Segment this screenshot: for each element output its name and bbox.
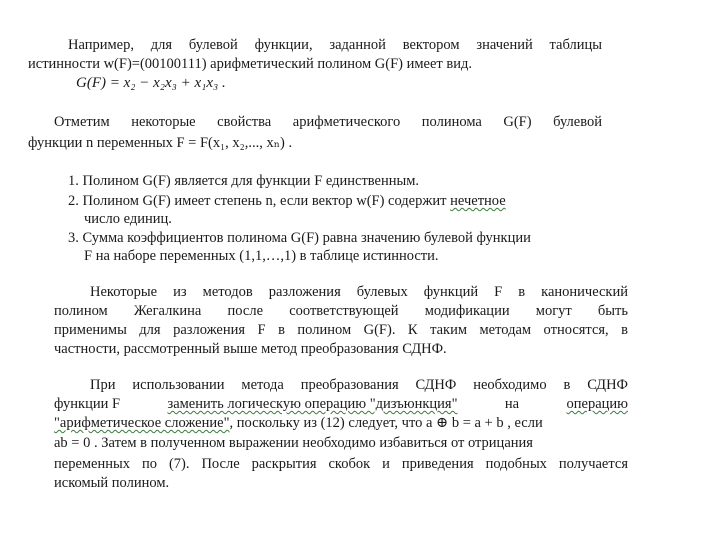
paragraph-4-line-2-mid: на xyxy=(504,396,520,412)
paragraph-4-line-6: искомый полином. xyxy=(54,475,170,491)
list-item-2 xyxy=(68,192,506,210)
spellcheck-word-operation: операцию xyxy=(566,396,628,412)
paragraph-4-line-4: ab = 0 . Затем в полученном выражении необходимо избавиться от отрицания xyxy=(54,435,533,451)
paragraph-3-line-1: Некоторые из методов разложения булевых функций F в канонический xyxy=(90,284,628,300)
paragraph-2-line-2: функции n переменных F = F(x₁, x₂,..., xₙ) . xyxy=(28,135,293,151)
paragraph-1-line-2: истинности w(F)=(00100111) арифметический полином G(F) имеет вид. xyxy=(28,56,472,72)
paragraph-2-line-1: Отметим некоторые свойства арифметического полинома G(F) булевой xyxy=(54,114,602,130)
paragraph-1-line-1: Например, для булевой функции, заданной вектором значений таблицы xyxy=(68,37,602,53)
list-item-3-continuation: F на наборе переменных (1,1,…,1) в таблице истинности. xyxy=(84,248,439,264)
paragraph-3-line-4: частности, рассмотренный выше метод преобразования СДНФ. xyxy=(54,341,447,357)
spellcheck-phrase-replace: заменить логическую операцию "дизъюнкция" xyxy=(167,396,458,412)
paragraph-4-line-3-rest: , поскольку из (12) следует, что a ⊕ b = a + b , если xyxy=(229,415,543,431)
list-item-1: 1. Полином G(F) является для функции F единственным. xyxy=(68,173,420,189)
paragraph-4-line-3 xyxy=(54,414,543,432)
spellcheck-phrase-arith: "арифметическое сложение" xyxy=(54,415,230,431)
paragraph-4-line-1: При использовании метода преобразования СДНФ необходимо в СДНФ xyxy=(90,377,628,393)
formula-g-of-f: G(F) = x₂ − x₂x₃ + x₁x₃ . xyxy=(76,75,226,91)
spellcheck-word-odd: нечетное xyxy=(450,193,506,209)
paragraph-4-line-2-start: функции F xyxy=(54,396,121,412)
paragraph-3-line-3: применимы для разложения F в полином G(F). К таким методам относятся, в xyxy=(54,322,628,338)
paragraph-3-line-2: полином Жегалкина после соответствующей модификации могут быть xyxy=(54,303,628,319)
list-item-2-text: 2. Полином G(F) имеет степень n, если вектор w(F) содержит xyxy=(68,193,451,209)
paragraph-4-line-2 xyxy=(54,395,628,413)
list-item-2-continuation: число единиц. xyxy=(84,211,172,227)
list-item-3: 3. Сумма коэффициентов полинома G(F) равна значению булевой функции xyxy=(68,230,531,246)
paragraph-4-line-5: переменных по (7). После раскрытия скобок и приведения подобных получается xyxy=(54,456,628,472)
